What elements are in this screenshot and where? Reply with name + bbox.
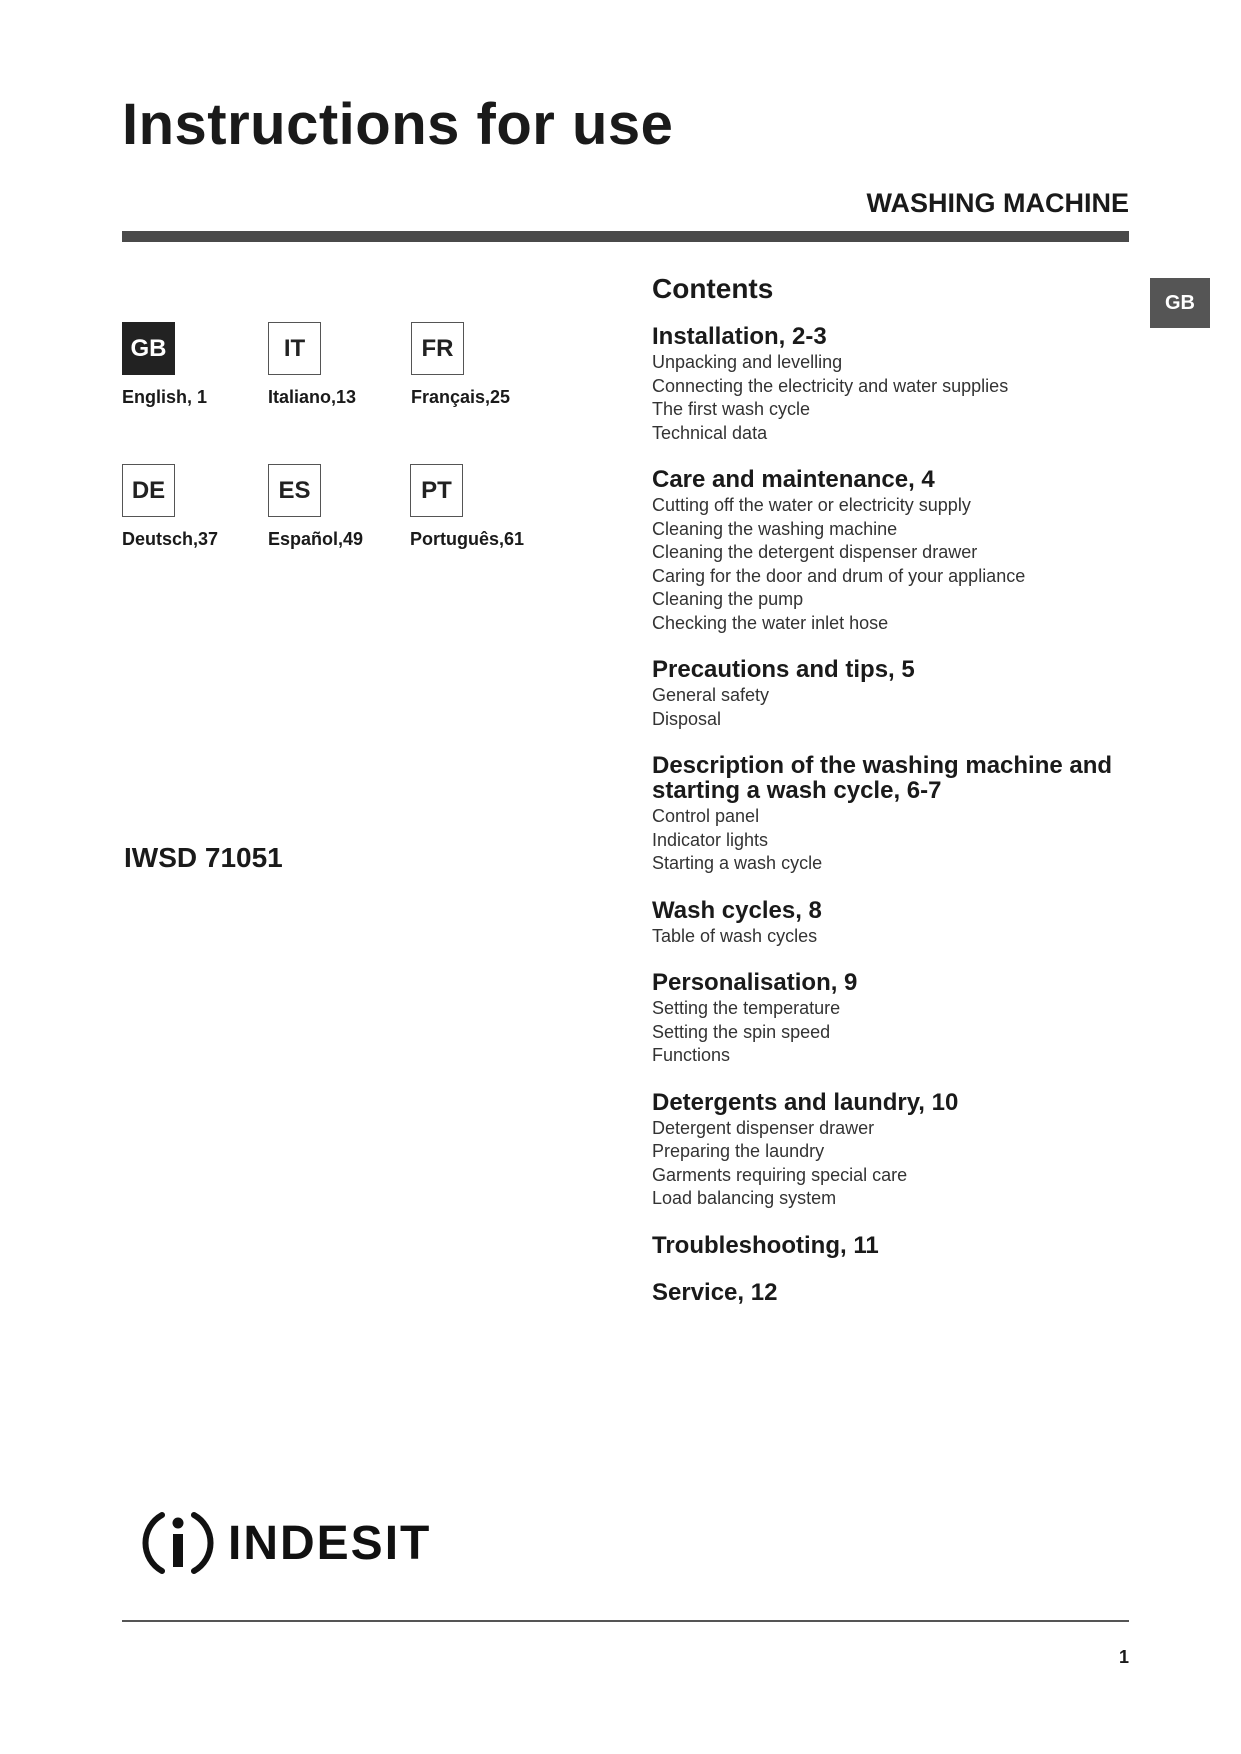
language-label: Français,25	[411, 387, 511, 407]
language-label: Español,49	[268, 529, 364, 549]
language-label: English, 1	[122, 387, 208, 407]
toc-item: Indicator lights	[652, 829, 769, 850]
toc-section-title: Detergents and laundry, 10	[652, 1088, 959, 1116]
toc-section-title: Personalisation, 9	[652, 969, 858, 996]
toc-item: General safety	[652, 685, 770, 705]
toc-item: Functions	[652, 1045, 731, 1065]
language-entry-fr	[411, 322, 510, 408]
toc-section-description	[652, 753, 1122, 876]
language-entry-de	[122, 464, 218, 550]
language-entry-es	[268, 464, 363, 550]
model-number: IWSD 71051	[124, 842, 283, 873]
toc-section-title: Service, 12	[652, 1278, 778, 1306]
toc-item: Caring for the door and drum of your appliance	[652, 565, 1026, 586]
toc-item: Table of wash cycles	[652, 925, 818, 946]
toc-section-title: Care and maintenance, 4	[652, 466, 935, 493]
toc-section-title: Wash cycles, 8	[652, 896, 822, 924]
toc-section-precautions	[652, 657, 1122, 731]
toc-section-personalisation	[652, 970, 1122, 1068]
toc-item: Starting a wash cycle	[652, 853, 823, 873]
language-entry-pt	[410, 464, 524, 550]
toc-section-title: Installation, 2-3	[652, 323, 827, 350]
toc-item: The first wash cycle	[652, 399, 811, 419]
document-title: Instructions for use	[122, 92, 674, 157]
page-number: 1	[1118, 1647, 1129, 1667]
toc-item: Detergent dispenser drawer	[652, 1117, 875, 1138]
toc-section-title: Precautions and tips, 5	[652, 656, 915, 683]
language-label: Deutsch,37	[122, 529, 219, 549]
toc-item: Preparing the laundry	[652, 1141, 825, 1161]
toc-item: Control panel	[652, 806, 760, 826]
toc-item: Cutting off the water or electricity supply	[652, 495, 971, 515]
language-code-badge: IT	[268, 322, 321, 375]
toc-item: Cleaning the pump	[652, 589, 804, 609]
toc-item: Garments requiring special care	[652, 1164, 908, 1185]
language-entry-it	[268, 322, 356, 408]
brand-name: INDESIT	[228, 1516, 432, 1570]
language-label: Português,61	[410, 529, 525, 549]
language-code-badge: ES	[268, 464, 321, 517]
language-code-badge: GB	[122, 322, 175, 375]
language-code-badge: PT	[410, 464, 463, 517]
toc-item: Connecting the electricity and water supplies	[652, 375, 1009, 396]
toc-section-title: Troubleshooting, 11	[652, 1231, 879, 1259]
footer-divider	[122, 1620, 1129, 1622]
toc-section-detergents	[652, 1090, 1122, 1211]
toc-item: Setting the spin speed	[652, 1021, 831, 1042]
language-label: Italiano,13	[268, 387, 357, 407]
toc-item: Cleaning the detergent dispenser drawer	[652, 542, 978, 562]
toc-section-wash-cycles	[652, 898, 1122, 949]
toc-section-service	[652, 1280, 1122, 1305]
info-icon	[140, 1505, 216, 1581]
language-side-tab: GB	[1150, 278, 1210, 328]
language-code-badge: DE	[122, 464, 175, 517]
header-divider	[122, 231, 1129, 242]
brand-logo	[140, 1505, 431, 1581]
toc-item: Unpacking and levelling	[652, 352, 843, 372]
toc-item: Load balancing system	[652, 1188, 837, 1208]
toc-section-installation	[652, 324, 1122, 445]
toc-item: Setting the temperature	[652, 998, 841, 1018]
toc-section-troubleshooting	[652, 1233, 1122, 1258]
contents-heading: Contents	[652, 273, 774, 304]
table-of-contents	[652, 272, 1122, 1327]
language-code-badge: FR	[411, 322, 464, 375]
toc-item: Disposal	[652, 708, 722, 729]
toc-section-title: Description of the washing machine and starting a wash cycle, 6-7	[652, 752, 1113, 804]
toc-item: Cleaning the washing machine	[652, 518, 898, 539]
toc-item: Checking the water inlet hose	[652, 612, 889, 633]
document-subtitle: WASHING MACHINE	[866, 188, 1129, 218]
toc-item: Technical data	[652, 422, 768, 443]
toc-section-care	[652, 467, 1122, 635]
language-entry-gb	[122, 322, 207, 408]
